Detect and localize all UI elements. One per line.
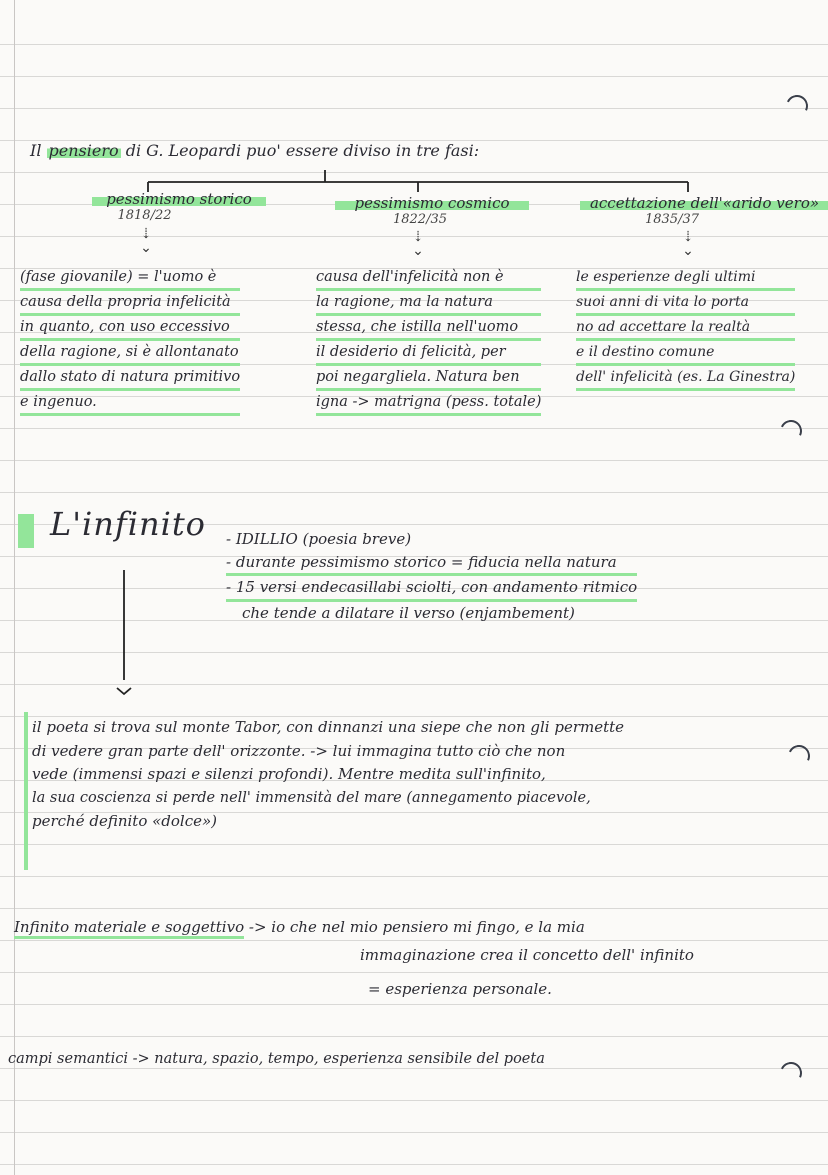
- column-storico: [20, 266, 240, 416]
- bullet-item: - IDILLIO (poesia breve): [226, 530, 412, 548]
- phase-storico-years: 1818/22: [117, 208, 172, 223]
- column-line: e ingenuo.: [20, 391, 240, 416]
- down-arrow-icon: ⇣ ⌄: [682, 229, 694, 259]
- bullet-item: - 15 versi endecasillabi sciolti, con andamento ritmico: [226, 576, 637, 602]
- infinito-materiale-line3: = esperienza personale.: [368, 980, 552, 998]
- column-line: causa della propria infelicità: [20, 291, 240, 316]
- title-marker: [18, 514, 34, 548]
- column-line: poi negargliela. Natura ben: [316, 366, 541, 391]
- column-line: igna -> matrigna (pess. totale): [316, 391, 541, 416]
- column-line: della ragione, si è allontanato: [20, 341, 240, 366]
- phase-arido-label: accettazione dell'«arido vero»: [580, 194, 828, 212]
- campi-line: [8, 1050, 545, 1068]
- column-arido: [576, 266, 795, 391]
- down-arrow-icon: ⇣ ⌄: [140, 226, 152, 256]
- infinito-bullets: [226, 528, 637, 624]
- column-line: il desiderio di felicità, per: [316, 341, 541, 366]
- campi-text: -> natura, spazio, tempo, esperienza sensibile del poeta: [132, 1051, 545, 1067]
- intro-prefix: Il: [30, 141, 42, 160]
- column-line: in quanto, con uso eccessivo: [20, 316, 240, 341]
- poem-paragraph: [32, 716, 624, 834]
- paragraph-line: perché definito «dolce»): [32, 812, 218, 830]
- column-line: dell' infelicità (es. La Ginestra): [576, 366, 795, 391]
- paragraph-line: vede (immensi spazi e silenzi profondi). Mentre medita sull'infinito,: [32, 765, 546, 783]
- down-arrow-icon: ⇣ ⌄: [412, 229, 424, 259]
- bullet-item: che tende a dilatare il verso (enjambement): [242, 603, 575, 622]
- paragraph-bar: [24, 712, 28, 870]
- infinito-materiale-line2: immaginazione crea il concetto dell' infinito: [360, 946, 694, 964]
- intro-highlight: pensiero: [48, 141, 119, 160]
- phase-cosmico-years: 1822/35: [392, 212, 447, 227]
- section-title: L'infinito: [50, 505, 206, 543]
- column-line: no ad accettare la realtà: [576, 316, 795, 341]
- column-line: stessa, che istilla nell'uomo: [316, 316, 541, 341]
- column-line: causa dell'infelicità non è: [316, 266, 541, 291]
- infinito-materiale-lead: Infinito materiale e soggettivo: [14, 918, 244, 939]
- column-line: dallo stato di natura primitivo: [20, 366, 240, 391]
- column-cosmico: [316, 266, 541, 416]
- infinito-materiale-line1: -> io che nel mio pensiero mi fingo, e la mia: [248, 918, 585, 936]
- infinito-arrow-head: [117, 688, 131, 694]
- column-line: le esperienze degli ultimi: [576, 266, 795, 291]
- column-line: e il destino comune: [576, 341, 795, 366]
- bullet-item: - durante pessimismo storico = fiducia nella natura: [226, 551, 637, 577]
- phase-arido-years: 1835/37: [644, 212, 699, 227]
- paragraph-line: la sua coscienza si perde nell' immensità del mare (annegamento piacevole,: [32, 789, 591, 806]
- phase-storico-label: pessimismo storico: [92, 190, 266, 208]
- intro-rest: di G. Leopardi puo' essere diviso in tre fasi:: [125, 141, 480, 160]
- paragraph-line: di vedere gran parte dell' orizzonte. -> lui immagina tutto ciò che non: [32, 741, 566, 760]
- column-line: (fase giovanile) = l'uomo è: [20, 266, 240, 291]
- infinito-materiale-lead-line: [14, 918, 585, 936]
- paragraph-line: il poeta si trova sul monte Tabor, con dinnanzi una siepe che non gli permette: [32, 718, 625, 736]
- column-line: suoi anni di vita lo porta: [576, 291, 795, 316]
- campi-label: campi semantici: [8, 1051, 129, 1067]
- column-line: la ragione, ma la natura: [316, 291, 541, 316]
- phase-cosmico-label: pessimismo cosmico: [335, 194, 529, 212]
